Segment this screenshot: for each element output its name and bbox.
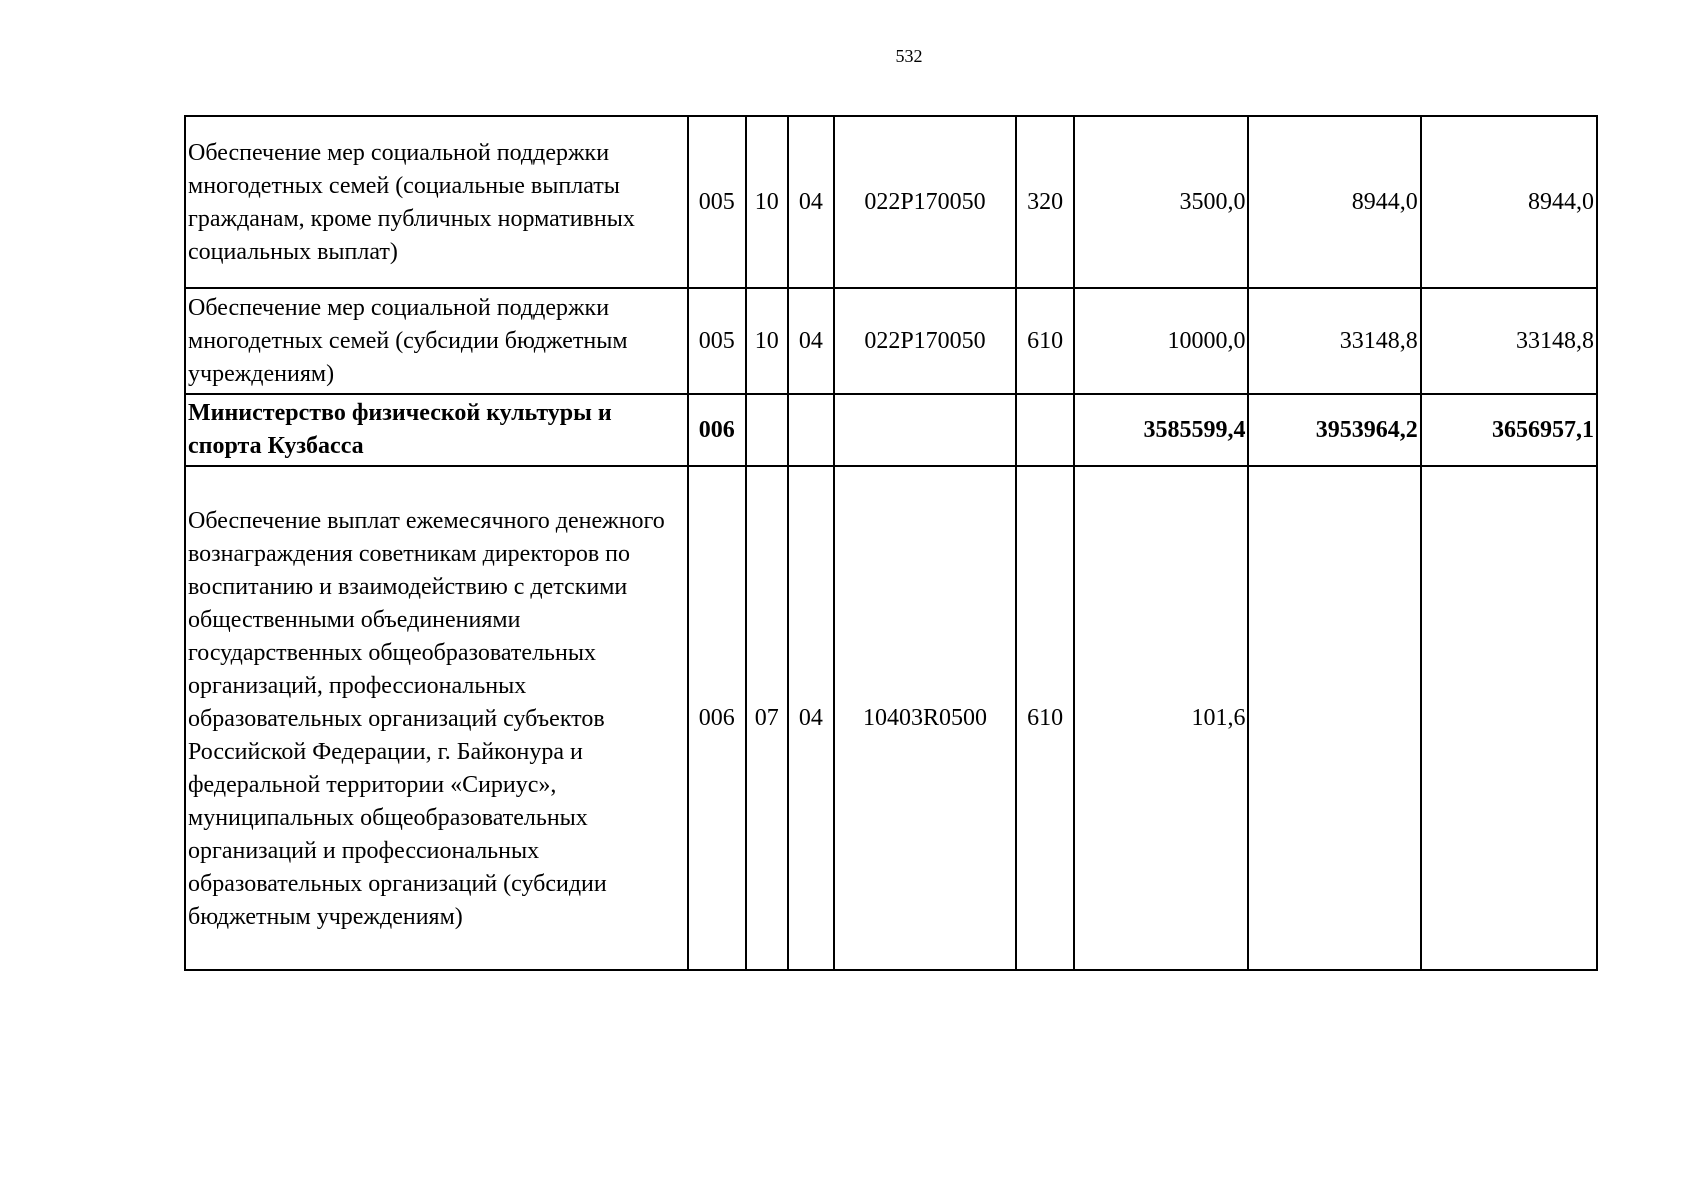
table-row: [185, 116, 1597, 288]
expense-type-cell: [1016, 394, 1074, 466]
amount-year2-cell: 33148,8: [1248, 288, 1420, 394]
target-article-cell: 10403R0500: [834, 466, 1016, 970]
target-article-cell: 022P170050: [834, 288, 1016, 394]
expense-type-cell: 610: [1016, 466, 1074, 970]
ministry-code-cell: 006: [688, 466, 746, 970]
amount-year3-cell: 8944,0: [1421, 116, 1597, 288]
amount-year1-cell: 3585599,4: [1074, 394, 1248, 466]
subsection-code-cell: 04: [788, 288, 834, 394]
section-code-cell: 07: [746, 466, 788, 970]
section-code-cell: 10: [746, 288, 788, 394]
row-name-cell: Обеспечение мер социальной поддержки многодетных семей (социальные выплаты гражданам, кроме публичных нормативных социальных выплат): [185, 116, 688, 288]
row-name-cell: Обеспечение мер социальной поддержки многодетных семей (субсидии бюджетным учреждениям): [185, 288, 688, 394]
amount-year2-cell: [1248, 466, 1420, 970]
amount-year3-cell: [1421, 466, 1597, 970]
amount-year1-cell: 101,6: [1074, 466, 1248, 970]
ministry-code-cell: 006: [688, 394, 746, 466]
amount-year1-cell: 10000,0: [1074, 288, 1248, 394]
row-name-cell: Министерство физической культуры и спорта Кузбасса: [185, 394, 688, 466]
expense-type-cell: 320: [1016, 116, 1074, 288]
page-number: 532: [895, 46, 923, 66]
subsection-code-cell: 04: [788, 466, 834, 970]
subsection-code-cell: [788, 394, 834, 466]
ministry-code-cell: 005: [688, 288, 746, 394]
amount-year2-cell: 8944,0: [1248, 116, 1420, 288]
table-row: [185, 288, 1597, 394]
expense-type-cell: 610: [1016, 288, 1074, 394]
table-row: [185, 466, 1597, 970]
amount-year3-cell: 33148,8: [1421, 288, 1597, 394]
target-article-cell: 022P170050: [834, 116, 1016, 288]
subsection-code-cell: 04: [788, 116, 834, 288]
row-name-cell: Обеспечение выплат ежемесячного денежного вознаграждения советникам директоров по воспитанию и взаимодействию с детскими общественными объединениями государственных общеобразовательных организаций, профессиональных образовательных организаций субъектов Российской Федерации, г. Байконура и федеральной территории «Сириус», муниципальных общеобразовательных организаций и профессиональных образовательных организаций (субсидии бюджетным учреждениям): [185, 466, 688, 970]
amount-year3-cell: 3656957,1: [1421, 394, 1597, 466]
amount-year2-cell: 3953964,2: [1248, 394, 1420, 466]
ministry-total-row: [185, 394, 1597, 466]
section-code-cell: 10: [746, 116, 788, 288]
budget-table: [184, 115, 1598, 971]
amount-year1-cell: 3500,0: [1074, 116, 1248, 288]
section-code-cell: [746, 394, 788, 466]
target-article-cell: [834, 394, 1016, 466]
ministry-code-cell: 005: [688, 116, 746, 288]
